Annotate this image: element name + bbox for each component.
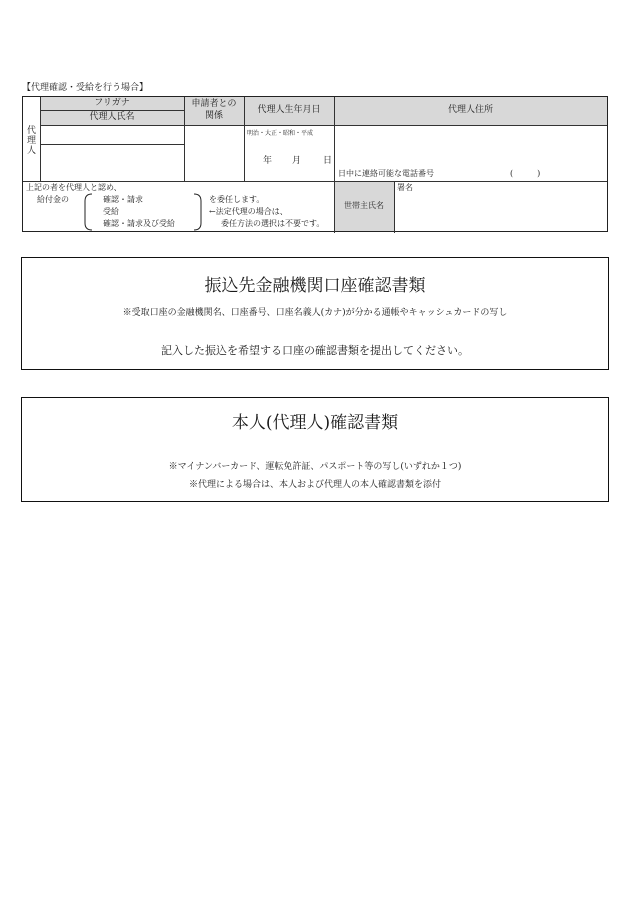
bank-panel-title: 振込先金融機関口座確認書類 (204, 276, 426, 296)
bank-account-panel (21, 257, 609, 370)
address-input[interactable] (335, 126, 606, 166)
relation-label-line2: 関係 (204, 111, 223, 121)
row-label-char-2: 理 (26, 136, 36, 146)
left-bracket-icon (83, 193, 93, 231)
right-bracket-icon (193, 193, 203, 231)
id-panel-note-2: ※代理による場合は、本人および代理人の本人確認書類を添付 (188, 480, 441, 490)
relation-input[interactable] (185, 126, 243, 180)
legal-proxy-note-line2: 委任方法の選択は不要です。 (221, 219, 325, 228)
id-documents-panel (21, 397, 609, 502)
proxy-name-label: 代理人氏名 (89, 112, 135, 122)
furigana-label: フリガナ (94, 98, 130, 108)
year-label: 年 (263, 156, 273, 166)
furigana-input[interactable] (41, 126, 183, 144)
row-label-char-1: 代 (26, 126, 36, 136)
delegate-text: を委任します。 (209, 195, 265, 204)
option-receive[interactable]: 受給 (103, 207, 119, 216)
month-label: 月 (292, 156, 302, 166)
option-confirm-request-receive[interactable]: 確認・請求及び受給 (103, 219, 175, 228)
bank-panel-note: ※受取口座の金融機関名、口座番号、口座名義人(カナ)が分かる通帳やキャッシュカードの写し (122, 308, 508, 318)
proxy-table (22, 96, 608, 232)
delegation-line1: 上記の者を代理人と認め、 (26, 183, 122, 192)
signature-label: 署名 (397, 183, 413, 192)
id-panel-title: 本人(代理人)確認書類 (231, 413, 399, 433)
id-panel-note-1: ※マイナンバーカード、運転免許証、パスポート等の写し(いずれか１つ) (168, 462, 462, 472)
era-options[interactable]: 明治・大正・昭和・平成 (247, 130, 314, 137)
address-label: 代理人住所 (447, 105, 493, 115)
option-confirm-request[interactable]: 確認・請求 (103, 195, 143, 204)
birthdate-label: 代理人生年月日 (257, 105, 321, 115)
head-of-household-label: 世帯主氏名 (344, 201, 384, 210)
bank-panel-instruction: 記入した振込を希望する口座の確認書類を提出してください。 (161, 344, 469, 357)
proxy-name-input[interactable] (41, 145, 183, 180)
proxy-section-title: 【代理確認・受給を行う場合】 (22, 83, 149, 93)
legal-proxy-note-line1: ←法定代理の場合は、 (209, 207, 288, 216)
day-label: 日 (323, 156, 333, 166)
benefit-label: 給付金の (37, 195, 69, 204)
relation-label-line1: 申請者との (191, 99, 237, 109)
row-label-char-3: 人 (26, 146, 36, 156)
phone-parens[interactable]: ( ) (510, 169, 541, 178)
signature-input[interactable] (395, 195, 606, 231)
daytime-phone-label: 日中に連絡可能な電話番号 (338, 169, 434, 178)
